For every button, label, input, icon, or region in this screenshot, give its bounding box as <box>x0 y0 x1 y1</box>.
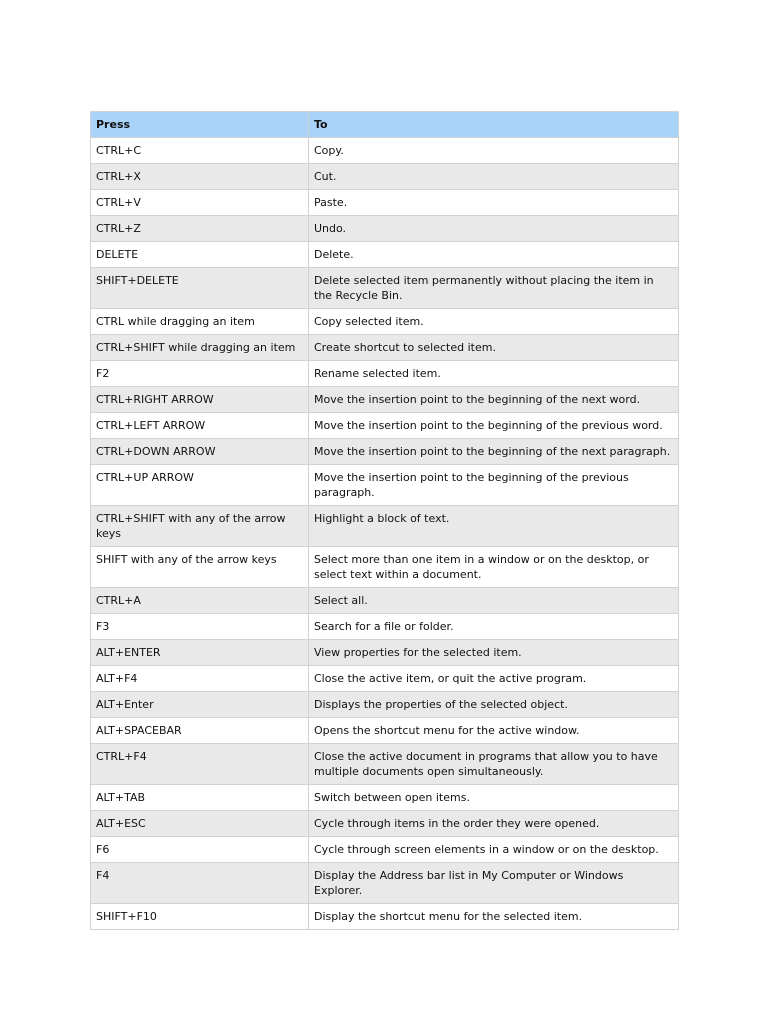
shortcut-action: Delete selected item permanently without placing the item in the Recycle Bin. <box>309 268 679 309</box>
table-row <box>91 547 679 588</box>
shortcut-key: F6 <box>91 837 309 863</box>
shortcut-key: F4 <box>91 863 309 904</box>
shortcut-action: Displays the properties of the selected object. <box>309 692 679 718</box>
table-row <box>91 506 679 547</box>
table-row <box>91 811 679 837</box>
shortcut-key: ALT+Enter <box>91 692 309 718</box>
shortcut-action: Display the shortcut menu for the selected item. <box>309 904 679 930</box>
table-row <box>91 164 679 190</box>
shortcut-key: ALT+ESC <box>91 811 309 837</box>
shortcut-key: CTRL+X <box>91 164 309 190</box>
shortcut-action: Close the active document in programs that allow you to have multiple documents open simultaneously. <box>309 744 679 785</box>
table-row <box>91 190 679 216</box>
shortcut-action: Cut. <box>309 164 679 190</box>
table-row <box>91 863 679 904</box>
table-row <box>91 744 679 785</box>
shortcut-action: Select all. <box>309 588 679 614</box>
shortcut-key: DELETE <box>91 242 309 268</box>
shortcut-action: Rename selected item. <box>309 361 679 387</box>
shortcut-key: CTRL+UP ARROW <box>91 465 309 506</box>
shortcut-action: Close the active item, or quit the active program. <box>309 666 679 692</box>
table-body <box>91 138 679 930</box>
table-row <box>91 216 679 242</box>
shortcut-key: SHIFT with any of the arrow keys <box>91 547 309 588</box>
shortcut-action: Create shortcut to selected item. <box>309 335 679 361</box>
shortcut-key: CTRL+SHIFT while dragging an item <box>91 335 309 361</box>
shortcut-action: View properties for the selected item. <box>309 640 679 666</box>
shortcut-action: Highlight a block of text. <box>309 506 679 547</box>
shortcut-action: Move the insertion point to the beginning of the next word. <box>309 387 679 413</box>
shortcut-key: ALT+TAB <box>91 785 309 811</box>
shortcut-action: Delete. <box>309 242 679 268</box>
shortcut-key: ALT+F4 <box>91 666 309 692</box>
table-row <box>91 413 679 439</box>
shortcut-action: Copy selected item. <box>309 309 679 335</box>
table-row <box>91 361 679 387</box>
header-press: Press <box>91 112 309 138</box>
shortcut-action: Display the Address bar list in My Computer or Windows Explorer. <box>309 863 679 904</box>
shortcut-action: Search for a file or folder. <box>309 614 679 640</box>
shortcut-key: ALT+ENTER <box>91 640 309 666</box>
table-row <box>91 387 679 413</box>
table-row <box>91 692 679 718</box>
shortcut-key: F2 <box>91 361 309 387</box>
shortcut-key: CTRL+SHIFT with any of the arrow keys <box>91 506 309 547</box>
shortcut-key: CTRL+F4 <box>91 744 309 785</box>
shortcut-action: Switch between open items. <box>309 785 679 811</box>
shortcut-key: CTRL+Z <box>91 216 309 242</box>
shortcut-action: Cycle through items in the order they were opened. <box>309 811 679 837</box>
shortcut-key: CTRL+A <box>91 588 309 614</box>
shortcut-key: CTRL while dragging an item <box>91 309 309 335</box>
table-row <box>91 268 679 309</box>
shortcut-key: SHIFT+DELETE <box>91 268 309 309</box>
table-header-row <box>91 112 679 138</box>
shortcut-key: CTRL+DOWN ARROW <box>91 439 309 465</box>
shortcut-action: Copy. <box>309 138 679 164</box>
table-row <box>91 335 679 361</box>
table-row <box>91 785 679 811</box>
table-row <box>91 718 679 744</box>
shortcut-key: SHIFT+F10 <box>91 904 309 930</box>
table-row <box>91 439 679 465</box>
table-row <box>91 614 679 640</box>
table-row <box>91 837 679 863</box>
header-to: To <box>309 112 679 138</box>
shortcut-action: Move the insertion point to the beginning of the previous paragraph. <box>309 465 679 506</box>
table-row <box>91 640 679 666</box>
table-row <box>91 138 679 164</box>
shortcut-action: Paste. <box>309 190 679 216</box>
table-row <box>91 904 679 930</box>
shortcut-key: F3 <box>91 614 309 640</box>
shortcut-table <box>90 111 679 930</box>
table-row <box>91 666 679 692</box>
table-row <box>91 465 679 506</box>
table-row <box>91 309 679 335</box>
table-row <box>91 242 679 268</box>
shortcut-action: Undo. <box>309 216 679 242</box>
shortcut-key: CTRL+LEFT ARROW <box>91 413 309 439</box>
table-row <box>91 588 679 614</box>
shortcut-key: ALT+SPACEBAR <box>91 718 309 744</box>
shortcut-action: Move the insertion point to the beginning of the next paragraph. <box>309 439 679 465</box>
shortcut-action: Move the insertion point to the beginning of the previous word. <box>309 413 679 439</box>
shortcut-action: Opens the shortcut menu for the active window. <box>309 718 679 744</box>
shortcut-key: CTRL+C <box>91 138 309 164</box>
shortcut-key: CTRL+RIGHT ARROW <box>91 387 309 413</box>
shortcut-action: Cycle through screen elements in a window or on the desktop. <box>309 837 679 863</box>
shortcut-key: CTRL+V <box>91 190 309 216</box>
shortcut-action: Select more than one item in a window or on the desktop, or select text within a document. <box>309 547 679 588</box>
